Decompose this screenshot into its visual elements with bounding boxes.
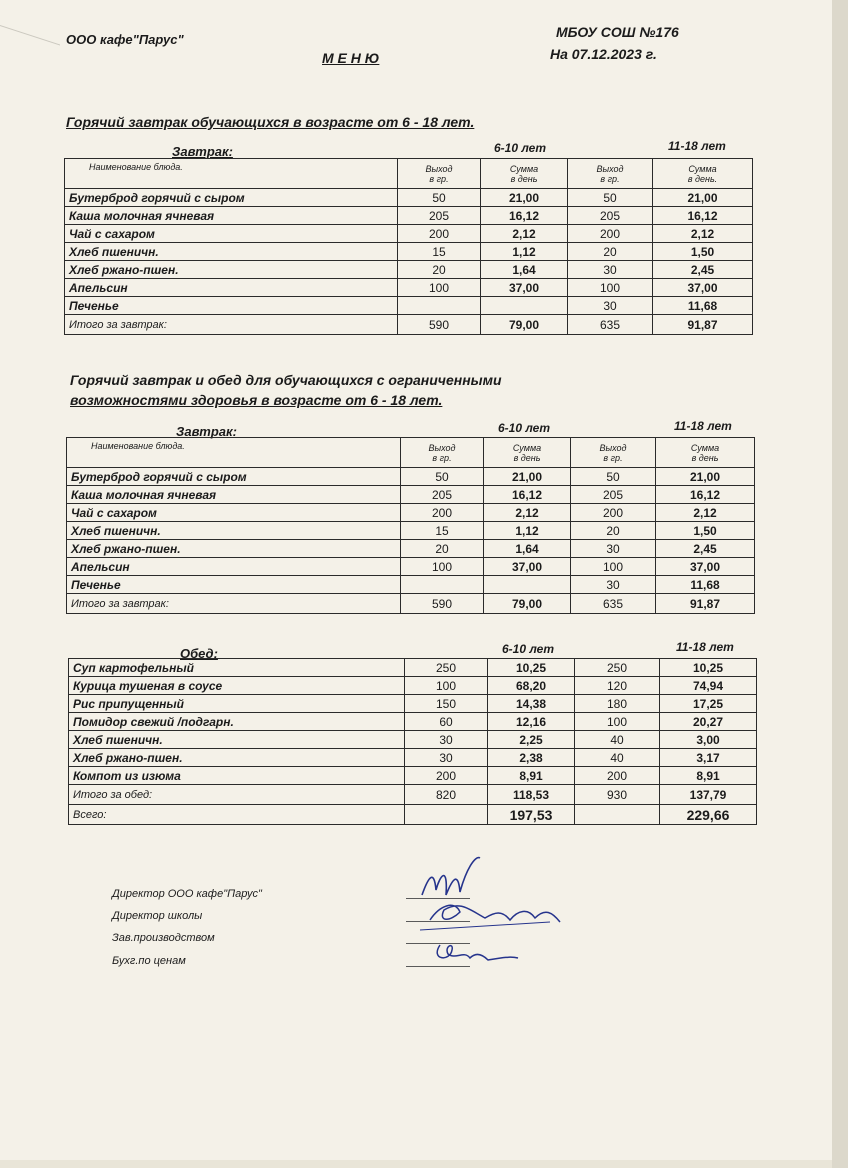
section2-breakfast-table	[66, 437, 755, 614]
table-row: Бутерброд горячий с сыром 50 21,00 50 21,00	[67, 468, 755, 486]
table-row: Чай с сахаром 200 2,12 200 2,12	[65, 225, 753, 243]
table-row: Бутерброд горячий с сыром 50 21,00 50 21,00	[65, 189, 753, 207]
section1-group-11-18: 11-18 лет	[668, 139, 726, 153]
col-sum-11-18: Сумма в день.	[653, 159, 753, 189]
total-row: Итого за завтрак: 590 79,00 635 91,87	[65, 315, 753, 335]
school-name: МБОУ СОШ №176	[556, 24, 679, 40]
lunch-group-11-18: 11-18 лет	[676, 640, 734, 654]
total-row: Итого за завтрак: 590 79,00 635 91,87	[67, 594, 755, 614]
section2-group-11-18: 11-18 лет	[674, 419, 732, 433]
handwritten-signatures	[400, 850, 580, 975]
lunch-title: Обед:	[180, 646, 218, 661]
table-row: Печенье 30 11,68	[65, 297, 753, 315]
table-row: Хлеб ржано-пшен. 20 1,64 30 2,45	[67, 540, 755, 558]
lunch-total-row: Итого за обед: 820 118,53 930 137,79	[69, 785, 757, 805]
section2-group-6-10: 6-10 лет	[498, 421, 551, 435]
section1-group-6-10: 6-10 лет	[494, 141, 547, 155]
col-sum-6-10: Сумма в день	[484, 438, 571, 468]
sign-production: Зав.производством	[112, 932, 215, 944]
table-row: Печенье 30 11,68	[67, 576, 755, 594]
section2-title-line1: Горячий завтрак и обед для обучающихся с ограниченными	[70, 372, 502, 388]
col-output-11-18: Выход в гр.	[568, 159, 653, 189]
col-output-6-10: Выход в гр.	[401, 438, 484, 468]
scan-edge	[832, 0, 848, 1168]
table-row: Компот из изюма 200 8,91 200 8,91	[69, 767, 757, 785]
col-sum-6-10: Сумма в день	[481, 159, 568, 189]
table-row: Чай с сахаром 200 2,12 200 2,12	[67, 504, 755, 522]
lunch-group-6-10: 6-10 лет	[502, 642, 555, 656]
table-row: Хлеб ржано-пшен. 20 1,64 30 2,45	[65, 261, 753, 279]
table-header-row	[65, 159, 753, 189]
table-row: Суп картофельный 250 10,25 250 10,25	[69, 659, 757, 677]
table-row: Апельсин 100 37,00 100 37,00	[67, 558, 755, 576]
table-row: Помидор свежий /подгарн. 60 12,16 100 20,27	[69, 713, 757, 731]
section2-lunch-table	[68, 658, 757, 825]
sign-director-cafe: Директор ООО кафе"Парус"	[112, 888, 262, 900]
col-sum-11-18: Сумма в день	[656, 438, 755, 468]
section1-title: Горячий завтрак обучающихся в возрасте от 6 - 18 лет.	[66, 114, 475, 130]
col-output-6-10: Выход в гр.	[398, 159, 481, 189]
section2-title-line2: возможностями здоровья в возрасте от 6 - 18 лет.	[70, 392, 443, 408]
table-row: Каша молочная ячневая 205 16,12 205 16,12	[67, 486, 755, 504]
section1-breakfast-table	[64, 158, 753, 335]
col-output-11-18: Выход в гр.	[571, 438, 656, 468]
table-header-row	[67, 438, 755, 468]
sign-director-school: Директор школы	[112, 910, 203, 922]
sign-accountant: Бухг.по ценам	[112, 955, 186, 967]
company-name: ООО кафе"Парус"	[66, 32, 184, 47]
col-dish-name: Наименование блюда.	[67, 438, 401, 468]
table-row: Хлеб пшеничн. 15 1,12 20 1,50	[65, 243, 753, 261]
table-row: Каша молочная ячневая 205 16,12 205 16,12	[65, 207, 753, 225]
table-row: Хлеб пшеничн. 30 2,25 40 3,00	[69, 731, 757, 749]
menu-title: М Е Н Ю	[322, 50, 380, 66]
menu-date: На 07.12.2023 г.	[550, 46, 657, 62]
col-dish-name: Наименование блюда.	[65, 159, 398, 189]
table-row: Апельсин 100 37,00 100 37,00	[65, 279, 753, 297]
table-row: Хлеб ржано-пшен. 30 2,38 40 3,17	[69, 749, 757, 767]
section1-subtitle: Завтрак:	[172, 144, 233, 159]
grand-total-row: Всего: 197,53 229,66	[69, 805, 757, 825]
section2-subtitle: Завтрак:	[176, 424, 237, 439]
table-row: Хлеб пшеничн. 15 1,12 20 1,50	[67, 522, 755, 540]
table-row: Рис припущенный 150 14,38 180 17,25	[69, 695, 757, 713]
table-row: Курица тушеная в соусе 100 68,20 120 74,94	[69, 677, 757, 695]
